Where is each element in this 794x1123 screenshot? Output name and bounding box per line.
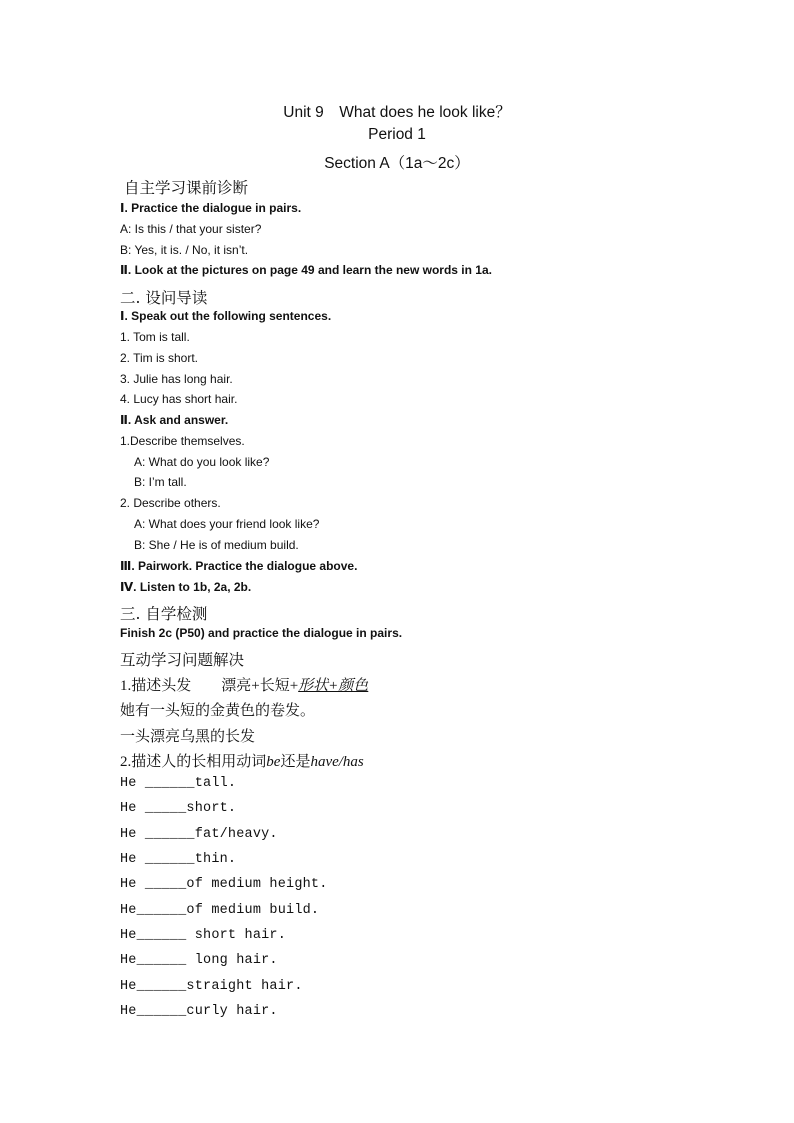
- fill-blank-4: He ______thin.: [120, 852, 237, 867]
- self-check-heading: 三. 自学检测: [120, 605, 208, 623]
- fill-blank-8: He______ long hair.: [120, 953, 278, 968]
- describe-themselves: 1.Describe themselves.: [120, 434, 245, 448]
- dialogue-1-b: B: I’m tall.: [134, 475, 187, 489]
- guided-reading-heading: 二. 设问导读: [120, 289, 208, 307]
- dialogue-1-a: A: What do you look like?: [134, 455, 270, 469]
- dialogue-line-b: B: Yes, it is. / No, it isn’t.: [120, 243, 249, 257]
- dialogue-2-a: A: What does your friend look like?: [134, 517, 320, 531]
- page-title: Unit 9 What does he look like？: [283, 104, 511, 121]
- task-ask-answer: Ⅱ. Ask and answer.: [120, 413, 229, 427]
- sentence-4: 4. Lucy has short hair.: [120, 392, 238, 406]
- verb-rule-prefix: 2.描述人的长相用动词: [120, 754, 267, 770]
- fill-blank-9: He______straight hair.: [120, 979, 303, 994]
- hair-rule-emphasis: 形状+颜色: [298, 678, 369, 694]
- sentence-1: 1. Tom is tall.: [120, 330, 190, 344]
- section-label: Section A（1a～2c）: [324, 155, 470, 172]
- period-label: Period 1: [368, 126, 426, 143]
- fill-blank-3: He ______fat/heavy.: [120, 827, 278, 842]
- hair-rule-prefix: 1.描述头发 漂亮+长短+: [120, 678, 299, 694]
- task-finish-2c: Finish 2c (P50) and practice the dialogue in pairs.: [120, 626, 403, 640]
- verb-rule-mid: 还是: [280, 754, 311, 770]
- fill-blank-6: He______of medium build.: [120, 903, 320, 918]
- verb-be: be: [266, 754, 281, 770]
- task-listen: Ⅳ. Listen to 1b, 2a, 2b.: [120, 580, 252, 594]
- dialogue-2-b: B: She / He is of medium build.: [134, 538, 299, 552]
- fill-blank-1: He ______tall.: [120, 776, 237, 791]
- fill-blank-7: He______ short hair.: [120, 928, 287, 943]
- task-speak-out: Ⅰ. Speak out the following sentences.: [120, 309, 332, 323]
- task-learn-words: Ⅱ. Look at the pictures on page 49 and learn the new words in 1a.: [120, 263, 492, 277]
- fill-blank-5: He _____of medium height.: [120, 877, 328, 892]
- verb-have: have/has: [310, 754, 364, 770]
- task-practice-dialogue: Ⅰ. Practice the dialogue in pairs.: [120, 201, 302, 215]
- sentence-2: 2. Tim is short.: [120, 351, 199, 365]
- hair-example-2: 一头漂亮乌黑的长发: [120, 729, 256, 745]
- describe-others: 2. Describe others.: [120, 496, 221, 510]
- dialogue-line-a: A: Is this / that your sister?: [120, 222, 262, 236]
- sentence-3: 3. Julie has long hair.: [120, 372, 233, 386]
- fill-blank-2: He _____short.: [120, 801, 237, 816]
- verb-choice-rule: [120, 750, 364, 771]
- hair-description-rule: [120, 674, 368, 695]
- fill-blank-10: He______curly hair.: [120, 1004, 278, 1019]
- interactive-heading: 互动学习问题解决: [120, 651, 245, 669]
- hair-example-1: 她有一头短的金黄色的卷发。: [120, 703, 316, 719]
- task-pairwork: Ⅲ. Pairwork. Practice the dialogue above.: [120, 559, 358, 573]
- self-study-heading: 自主学习课前诊断: [124, 179, 249, 197]
